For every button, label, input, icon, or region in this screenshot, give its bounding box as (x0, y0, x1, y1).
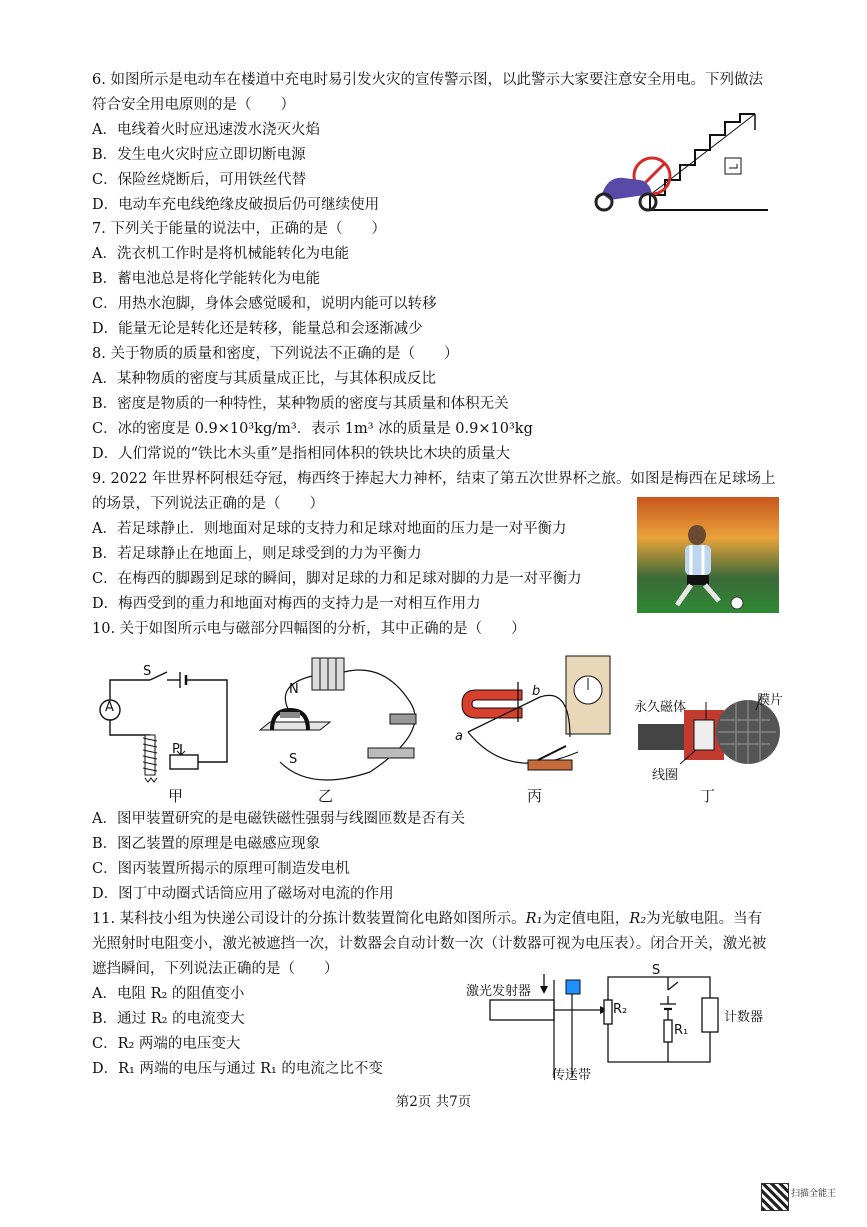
q7-option-c: C．用热水泡脚，身体会感觉暖和，说明内能可以转移 (92, 296, 437, 312)
q10-figure-yi (250, 652, 450, 790)
q10-ding-membrane-label: 膜片 (757, 693, 784, 708)
q9-option-c: C．在梅西的脚踢到足球的瞬间，脚对足球的力和足球对脚的力是一对平衡力 (92, 571, 582, 587)
page-number: 第2页 共7页 (395, 1094, 472, 1110)
q10-jia-switch-label: S (143, 664, 152, 679)
q10-stem: 10. 关于如图所示电与磁部分四幅图的分析，其中正确的是（ ） (92, 621, 526, 637)
q8-option-d: D．人们常说的“铁比木头重”是指相同体积的铁块比木块的质量大 (92, 446, 510, 462)
q9-stem-line2: 的场景，下列说法正确的是（ ） (92, 496, 324, 512)
q10-option-a: A．图甲装置研究的是电磁铁磁性强弱与线圈匝数是否有关 (92, 811, 465, 827)
q11-laser-emitter-label: 激光发射器 (466, 984, 532, 999)
q7-option-a: A．洗衣机工作时是将机械能转化为电能 (92, 246, 349, 262)
q11-stem-line2: 光照射时电阻变小，激光被遮挡一次，计数器会自动计数一次（计数器可视为电压表）。闭合开关，激光被 (92, 936, 767, 952)
q11-r1-label: R₁ (674, 1023, 689, 1038)
q10-figure-jia (95, 660, 240, 790)
q9-option-b: B．若足球静止在地面上，则足球受到的力为平衡力 (92, 546, 422, 562)
qr-code-icon (761, 1183, 789, 1211)
q6-stem-line2: 符合安全用电原则的是（ ） (92, 97, 295, 113)
q7-option-b: B．蓄电池总是将化学能转化为电能 (92, 271, 321, 287)
q9-football-photo (637, 497, 779, 613)
q10-ding-magnet-label: 永久磁体 (634, 700, 687, 715)
q10-yi-caption: 乙 (318, 787, 334, 805)
q11-r2-label: R₂ (613, 1002, 628, 1017)
q10-jia-ammeter-label: A (105, 700, 114, 715)
q7-stem: 7. 下列关于能量的说法中，正确的是（ ） (92, 221, 386, 237)
q11-stem-r1: R₁ (525, 911, 543, 927)
q11-stem-part3: 为光敏电阻。当有 (646, 911, 763, 927)
q10-bing-a-label: a (455, 729, 463, 744)
q8-option-b: B．密度是物质的一种特性，某种物质的密度与其质量和体积无关 (92, 396, 509, 412)
q10-bing-caption: 丙 (527, 787, 543, 805)
q6-ebike-stairs-figure (590, 110, 770, 215)
q11-option-d: D．R₁ 两端的电压与通过 R₁ 的电流之比不变 (92, 1061, 383, 1077)
q10-option-d: D．图丁中动圈式话筒应用了磁场对电流的作用 (92, 886, 394, 902)
q10-bing-b-label: b (532, 684, 541, 699)
scanner-watermark: 扫描全能王 (791, 1189, 837, 1199)
q10-figure-bing (448, 652, 628, 777)
q10-option-c: C．图丙装置所揭示的原理可制造发电机 (92, 861, 350, 877)
q10-ding-coil-label: 线圈 (652, 768, 679, 783)
q10-yi-south-label: S (289, 752, 298, 767)
q11-stem-r2: R₂ (629, 911, 647, 927)
q10-ding-caption: 丁 (700, 787, 716, 805)
q10-jia-slider-label: P (172, 742, 180, 757)
q11-counter-label: 计数器 (724, 1010, 764, 1025)
q11-stem-part1: 11. 某科技小组为快递公司设计的分拣计数装置简化电路如图所示。 (92, 911, 526, 927)
q10-jia-caption: 甲 (168, 787, 184, 805)
q6-option-a: A．电线着火时应迅速泼水浇灭火焰 (92, 122, 320, 138)
q11-stem-line3: 遮挡瞬间，下列说法正确的是（ ） (92, 961, 339, 977)
q11-conveyor-belt-label: 传送带 (552, 1068, 592, 1083)
q11-switch-label: S (652, 963, 661, 978)
q10-option-b: B．图乙装置的原理是电磁感应现象 (92, 836, 321, 852)
q11-stem-part2: 为定值电阻， (542, 911, 630, 927)
q6-option-c: C．保险丝烧断后，可用铁丝代替 (92, 172, 307, 188)
q11-option-c: C．R₂ 两端的电压变大 (92, 1036, 241, 1052)
q9-option-d: D．梅西受到的重力和地面对梅西的支持力是一对相互作用力 (92, 596, 481, 612)
q6-stem-line1: 6. 如图所示是电动车在楼道中充电时易引发火灾的宣传警示图，以此警示大家要注意安全用电。下列做法 (92, 72, 763, 88)
q8-option-c: C．冰的密度是 0.9×10³kg/m³．表示 1m³ 冰的质量是 0.9×10³kg (92, 421, 533, 437)
q8-stem: 8. 关于物质的质量和密度，下列说法不正确的是（ ） (92, 346, 459, 362)
q10-yi-north-label: N (289, 682, 299, 697)
q8-option-a: A．某种物质的密度与其质量成正比，与其体积成反比 (92, 371, 436, 387)
q6-option-b: B．发生电火灾时应立即切断电源 (92, 147, 306, 163)
q11-option-a: A．电阻 R₂ 的阻值变小 (92, 986, 245, 1002)
q9-option-a: A．若足球静止．则地面对足球的支持力和足球对地面的压力是一对平衡力 (92, 521, 567, 537)
q11-option-b: B．通过 R₂ 的电流变大 (92, 1011, 245, 1027)
q9-stem-line1: 9. 2022 年世界杯阿根廷夺冠，梅西终于捧起大力神杯，结束了第五次世界杯之旅。如图是梅西在足球场上 (92, 471, 776, 487)
q7-option-d: D．能量无论是转化还是转移，能量总和会逐渐减少 (92, 321, 423, 337)
q6-option-d: D．电动车充电线绝缘皮破损后仍可继续使用 (92, 197, 380, 213)
q11-stem-line1 (92, 909, 762, 929)
